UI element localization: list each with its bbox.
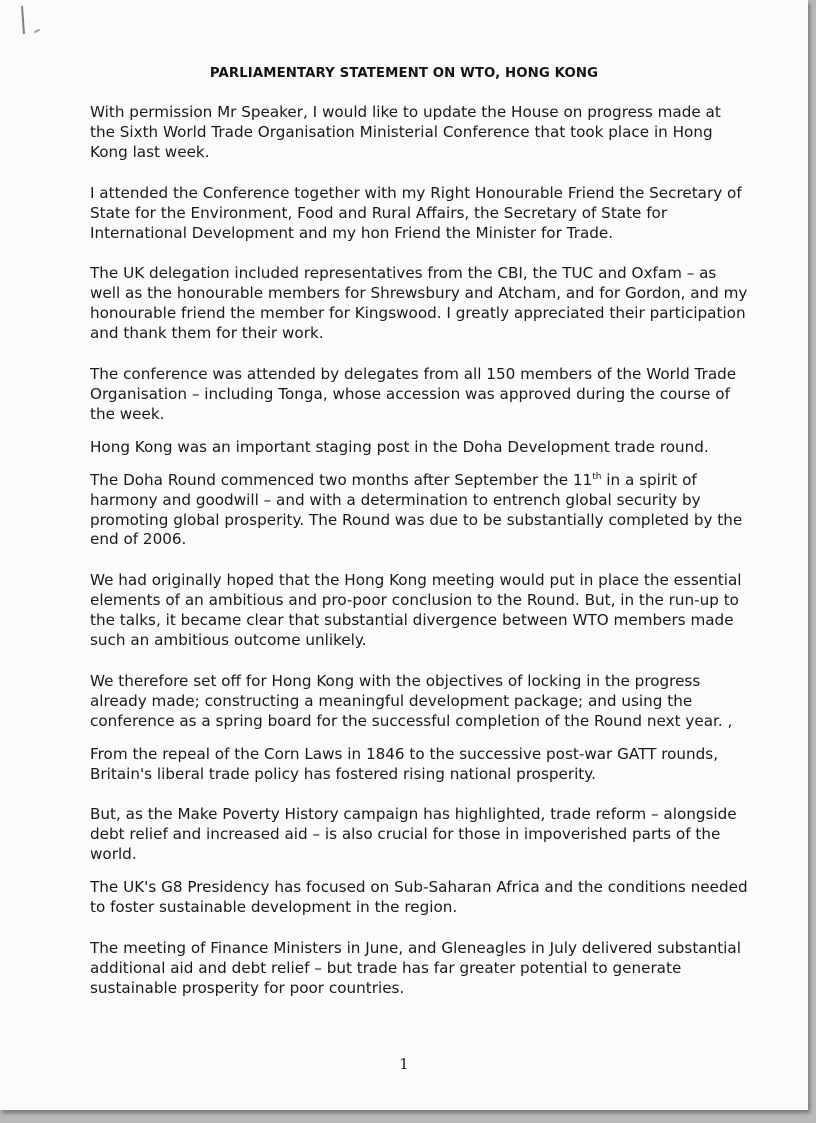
document-title: PARLIAMENTARY STATEMENT ON WTO, HONG KONG (209, 66, 599, 81)
paragraph-2: I attended the Conference together with my Right Honourable Friend the Secretary of State for the Environment, Food and Rural Affairs, the Secretary of State for International Development and my hon Friend the Minister for Trade. (90, 183, 742, 242)
pen-mark (21, 6, 25, 34)
ordinal-suffix: th (592, 471, 602, 482)
paragraph-4: The conference was attended by delegates from all 150 members of the World Trade Organisation – including Tonga, whose accession was approved during the course of the week. (90, 365, 737, 423)
paragraph-7: We had originally hoped that the Hong Kong meeting would put in place the essential elements of an ambitious and pro-poor conclusion to the Round. But, in the run-up to the talks, it became clear that substantial divergence between WTO members made such an ambitious outcome unlikely. (90, 571, 742, 650)
paragraph-9: From the repeal of the Corn Laws in 1846 to the successive post-war GATT rounds, Britain's liberal trade policy has fostered rising national prosperity. (90, 744, 719, 783)
pen-mark-small (34, 29, 40, 34)
paragraph-8: We therefore set off for Hong Kong with the objectives of locking in the progress already made; constructing a meaningful development package; and using the conference as a spring board for the successful completion of the Round next year. , (90, 671, 733, 730)
paragraph-12: The meeting of Finance Ministers in June, and Gleneagles in July delivered substantial additional aid and debt relief – but trade has far greater potential to generate sustainable prosperity for poor countries. (90, 939, 741, 997)
paragraph-5: Hong Kong was an important staging post in the Doha Development trade round. (90, 437, 709, 456)
paragraph-11: The UK's G8 Presidency has focused on Sub-Saharan Africa and the conditions needed to foster sustainable development in the region. (90, 878, 748, 917)
paragraph-6 (90, 471, 750, 551)
paragraph-3: The UK delegation included representatives from the CBI, the TUC and Oxfam – as well as the honourable members for Shrewsbury and Atcham, and for Gordon, and my honourable friend the member for Kingswood. I greatly appreciated their participation and thank them for their work. (90, 264, 748, 343)
paragraph-1: With permission Mr Speaker, I would like to update the House on progress made at the Sixth World Trade Organisation Ministerial Conference that took place in Hong Kong last week. (90, 103, 721, 161)
paragraph-6-part-1: The Doha Round commenced two months after September the 11 (90, 470, 593, 489)
paragraph-6-part-2: in a spirit of harmony and goodwill – and with a determination to entrench global security by promoting global prosperity. The Round was due to be substantially completed by the end of 2006. (90, 470, 743, 549)
page-number: 1 (399, 1055, 409, 1073)
paragraph-10: But, as the Make Poverty History campaign has highlighted, trade reform – alongside debt relief and increased aid – is also crucial for those in impoverished parts of the world. (90, 805, 737, 864)
document-body (90, 103, 750, 999)
